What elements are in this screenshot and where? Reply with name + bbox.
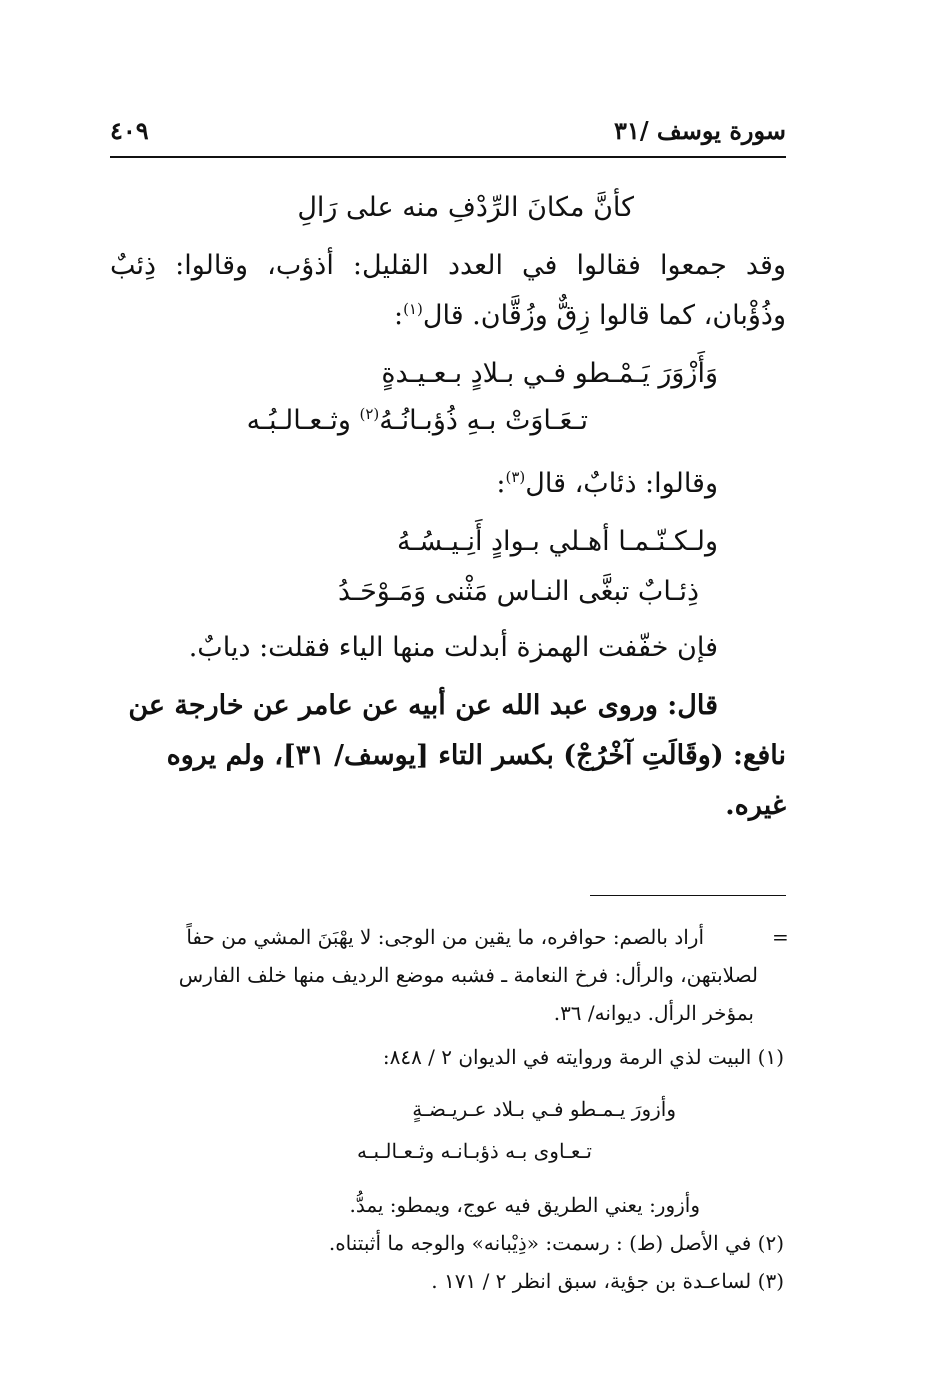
verse-1: كأنَّ مكانَ الرِّدْفِ منه على رَالِ [297,192,634,223]
paragraph-1-line-2 [394,300,786,331]
footnote-continuation-line-2: لصلابتهن، والرأل: فرخ النعامة ـ فشبه موضع الرديف منها خلف الفارس [178,963,758,987]
bold-paragraph-line-1: قال: وروى عبد الله عن أبيه عن عامر عن خارجة عن [128,690,718,721]
footnote-ref-1: (١) [403,300,423,318]
footnote-separator [590,895,786,896]
continuation-mark: = [772,925,789,949]
footnote-1: (١) البيت لذي الرمة وروايته في الديوان ٢ / ٨٤٨: [382,1045,784,1069]
footnote-continuation-line-3: بمؤخر الرأل. ديوانه/ ٣٦. [553,1001,754,1025]
verse-2-line-2 [247,405,588,436]
running-title: سورة يوسف /٣١ [614,116,786,145]
footnote-ref-3: (٣) [505,468,526,486]
verse-2-hemistich-a: تـعَـاوَتْ بـهِ ذُؤبـانُـهُ [379,405,588,436]
verse-2-hemistich-b: وثـعـالـبُـه [246,405,360,436]
bold-paragraph-line-2: نافع: (وقَالَتِ آخْرُجْ) بكسر التاء [يوسف/ ٣١]، ولم يروه [166,740,786,771]
verse-3-line-1: ولـكـنّـمـا أهـلي بـوادٍ أَنِـيـسُـهُ [397,526,718,557]
page-number: ٤٠٩ [110,116,149,145]
footnote-1-verse-1: وأزورَ يـمـطو فـي بـلاد عـريـضـةٍ [412,1097,676,1121]
colon: : [496,468,506,499]
footnote-1-gloss: وأزور: يعني الطريق فيه عوج، ويمطو: يمدُّ. [349,1193,700,1217]
paragraph-1-line-1: وقد جمعوا فقالوا في العدد القليل: أذؤب، وقالوا: ذِئبٌ [110,250,786,281]
footnote-ref-2: (٢) [359,405,380,423]
paragraph-2 [496,468,718,499]
paragraph-3: فإن خفّفت الهمزة أبدلت منها الياء فقلت: ديابٌ. [188,632,718,663]
footnote-1-verse-2: تـعـاوى بـه ذؤبـانـه وثـعـالـبـه [356,1139,592,1163]
footnote-2: (٢) في الأصل (ط) : رسمت: «ذِيْبانه» والوجه ما أثبتناه. [328,1231,784,1255]
footnote-3: (٣) لساعـدة بن جؤية، سبق انظر ٢ / ١٧١ . [431,1269,784,1293]
verse-2-line-1: وَأَزْوَرَ يَـمْـطو فـي بـلادٍ بـعـيـدةٍ [381,358,718,389]
footnote-continuation-line-1: أراد بالصم: حوافره، ما يقين من الوجى: لا يهْبَنَ المشي من حفاً [186,925,704,949]
paragraph-2-text: وقالوا: ذئابٌ، قال [525,468,718,499]
page-header [110,112,786,158]
paragraph-1-text: وذُؤْبان، كما قالوا زِقٌّ وزُقَّان. قال [422,300,786,331]
bold-paragraph-line-3: غيره. [725,790,786,821]
colon: : [393,300,404,331]
verse-3-line-2: ذِئـابٌ تبغَّى النـاس مَثْنى وَمَـوْحَـدُ [338,576,699,607]
